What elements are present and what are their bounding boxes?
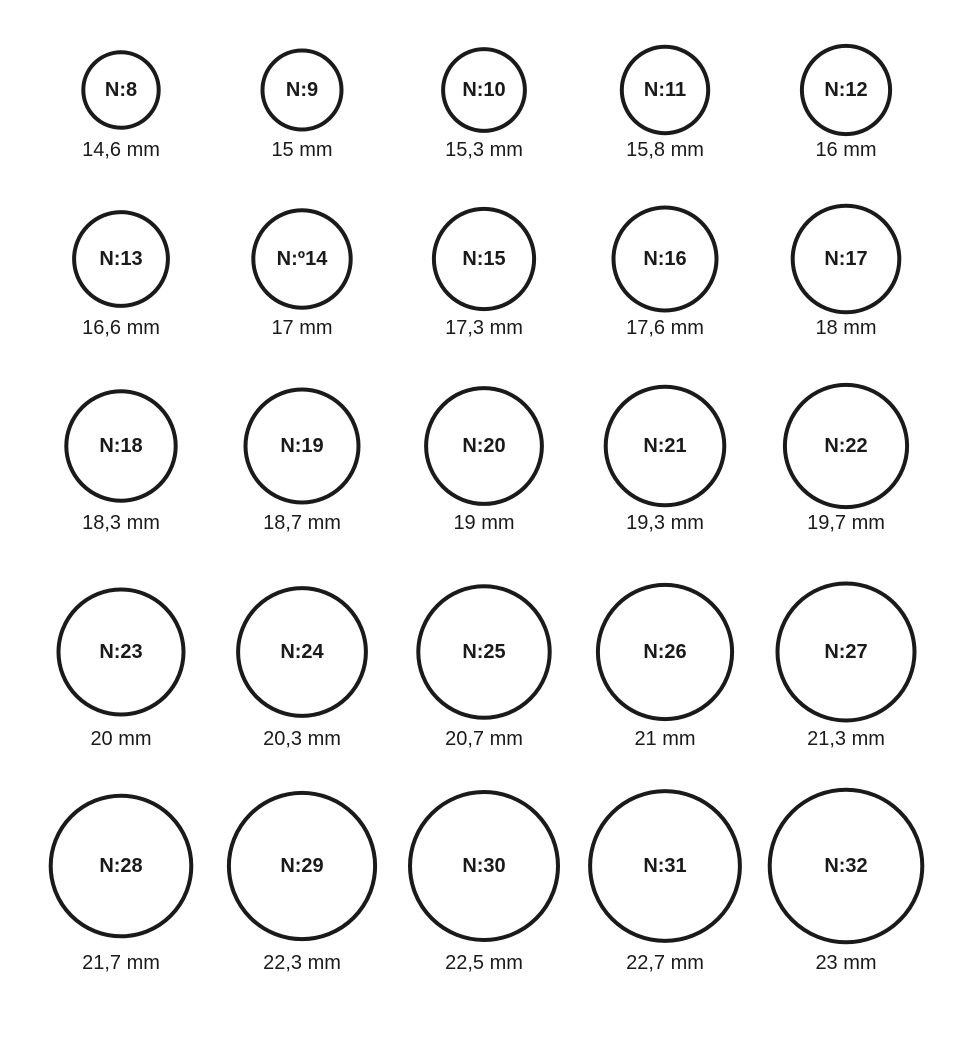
ring-size-label: N:11	[643, 79, 687, 101]
ring-size-label: N:24	[280, 641, 324, 663]
ring-diameter-label: 22,3 mm	[263, 952, 341, 974]
ring-diameter-label: 16 mm	[815, 139, 877, 161]
ring-size-item	[802, 46, 890, 161]
ring-diameter-label: 19 mm	[453, 512, 515, 534]
rings-layer	[51, 46, 923, 974]
ring-size-label: N:32	[824, 855, 868, 877]
ring-size-label: N:28	[99, 855, 143, 877]
ring-size-label: N:16	[643, 248, 687, 270]
ring-size-item	[246, 390, 359, 535]
ring-size-label: N:18	[99, 435, 143, 457]
ring-size-label: N:9	[285, 79, 319, 101]
ring-size-item	[606, 387, 725, 534]
ring-size-item	[778, 584, 915, 751]
ring-size-item	[785, 385, 907, 534]
ring-size-label: N:13	[99, 248, 143, 270]
ring-size-item	[622, 47, 708, 161]
ring-size-label: N:22	[824, 435, 868, 457]
ring-size-label: N:23	[99, 641, 143, 663]
ring-diameter-label: 21,7 mm	[82, 952, 160, 974]
ring-diameter-label: 21 mm	[634, 728, 696, 750]
ring-size-item	[51, 796, 192, 974]
ring-diameter-label: 17,3 mm	[445, 317, 523, 339]
ring-size-label: N:26	[643, 641, 687, 663]
ring-size-label: N:10	[462, 79, 506, 101]
ring-size-item	[66, 391, 175, 534]
ring-size-label: N:30	[462, 855, 506, 877]
ring-diameter-label: 20 mm	[90, 728, 152, 750]
ring-size-label: N:27	[824, 641, 868, 663]
ring-size-item	[418, 586, 549, 750]
ring-diameter-label: 17,6 mm	[626, 317, 704, 339]
ring-diameter-label: 20,3 mm	[263, 728, 341, 750]
ring-size-item	[253, 210, 350, 339]
ring-diameter-label: 20,7 mm	[445, 728, 523, 750]
ring-diameter-label: 18,3 mm	[82, 512, 160, 534]
ring-size-label: N:19	[280, 435, 324, 457]
ring-diameter-label: 15,8 mm	[626, 139, 704, 161]
ring-size-label: N:20	[462, 435, 506, 457]
ring-size-item	[410, 792, 558, 974]
ring-size-label: N:8	[104, 79, 138, 101]
ring-diameter-label: 18 mm	[815, 317, 877, 339]
ring-size-item	[614, 208, 717, 340]
ring-diameter-label: 14,6 mm	[82, 139, 160, 161]
ring-size-label: N:º14	[276, 248, 328, 270]
ring-diameter-label: 15 mm	[271, 139, 333, 161]
ring-size-item	[238, 588, 366, 750]
ring-diameter-label: 22,7 mm	[626, 952, 704, 974]
ring-diameter-label: 17 mm	[271, 317, 333, 339]
ring-diameter-label: 18,7 mm	[263, 512, 341, 534]
ring-diameter-label: 16,6 mm	[82, 317, 160, 339]
ring-size-item	[590, 791, 740, 974]
ring-size-label: N:21	[643, 435, 687, 457]
ring-diameter-label: 21,3 mm	[807, 728, 885, 750]
ring-size-label: N:12	[824, 79, 868, 101]
ring-size-item	[59, 590, 184, 751]
ring-size-item	[74, 212, 168, 339]
ring-diameter-label: 22,5 mm	[445, 952, 523, 974]
ring-size-label: N:17	[824, 248, 868, 270]
ring-diameter-label: 15,3 mm	[445, 139, 523, 161]
ring-size-label: N:29	[280, 855, 324, 877]
ring-diameter-label: 19,7 mm	[807, 512, 885, 534]
ring-size-item	[443, 49, 525, 161]
ring-size-item	[434, 209, 534, 339]
ring-size-item	[426, 388, 542, 534]
ring-size-item	[263, 51, 342, 162]
ring-size-item	[770, 790, 923, 974]
ring-size-item	[82, 52, 160, 161]
ring-size-label: N:15	[462, 248, 506, 270]
ring-size-item	[598, 585, 732, 750]
ring-diameter-label: 19,3 mm	[626, 512, 704, 534]
ring-size-item	[793, 206, 900, 339]
ring-diameter-label: 23 mm	[815, 952, 877, 974]
ring-size-item	[229, 793, 375, 974]
ring-size-label: N:31	[643, 855, 687, 877]
ring-size-label: N:25	[462, 641, 506, 663]
